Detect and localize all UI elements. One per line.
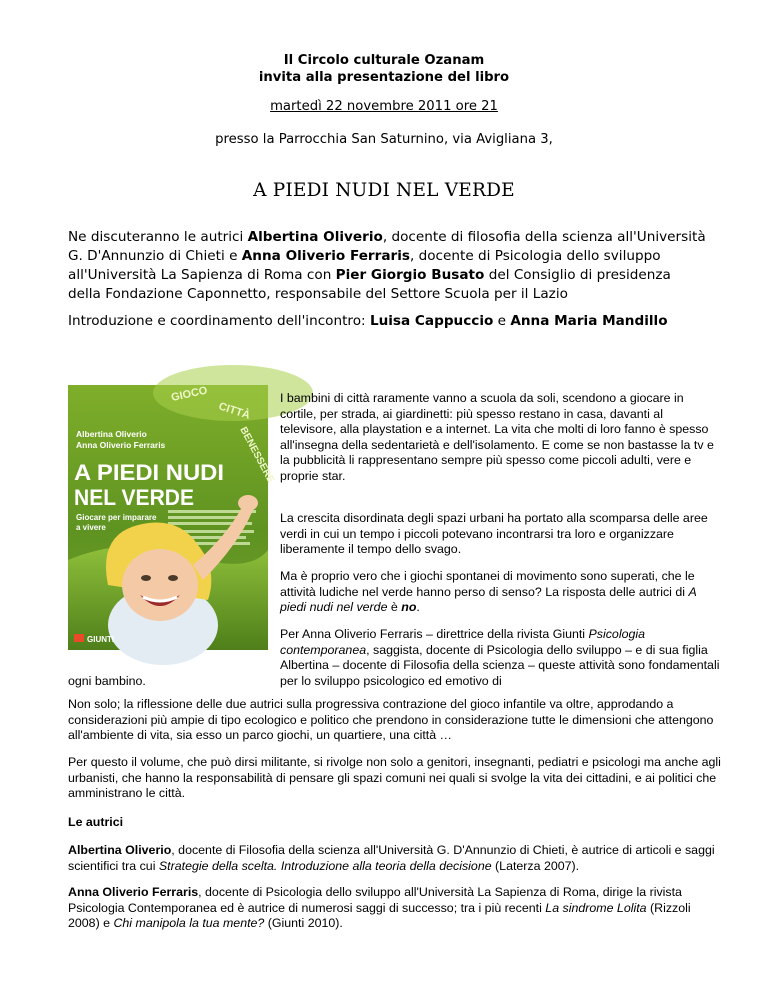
bio2-text-b: (Rizzoli 2008) e [68,900,691,930]
bio2-book-1: La sindrome Lolita [545,900,647,915]
event-venue: presso la Parrocchia San Saturnino, via Avigliana 3, [215,132,553,147]
invitation-line: invita alla presentazione del libro [258,70,510,85]
cover-subtitle-line-2: a vivere [76,523,106,532]
cover-author-1: Albertina Oliverio [76,429,147,439]
guest-speaker: Pier Giorgio Busato [335,267,485,283]
intro-paragraph [68,228,708,304]
p3-text-b: è [387,600,402,614]
coordinator-2: Anna Maria Mandillo [510,313,668,329]
intro-text-4: del Consiglio di presidenza della Fondazione Caponnetto, responsabile del Settore Scuola per il Lazio [68,267,671,302]
paragraph-children: I bambini di città raramente vanno a scuola da soli, scendono a giocare in cortile, per strada, ai giardinetti: più spesso restano in casa, davanti al televisore, alla playstation e a internet. La vita che molti di loro fanno è spesso all'insegna della sedentarietà e dell'isolamento. E come se non bastasse la tv e la pubblicità li rappresentano sempre più spesso come piccoli adulti, vere e proprie star. [280,391,714,483]
bio1-book: Strategie della scelta. Introduzione alla teoria della decisione [158,858,492,873]
author-2: Anna Oliverio Ferraris [241,248,410,264]
coordination-line [68,312,728,331]
coordination-text-2: e [493,313,511,329]
paragraph-reflection: Non solo; la riflessione delle due autrici sulla progressiva contrazione del gioco infantile va oltre, approdando a considerazioni più ampie di tipo ecologico e politico che prendono in considerazione tutte le dimensioni che attengono all'ambiente di vita, sia esso un parco giochi, un quartiere, una città … [68,697,714,742]
bio2-name: Anna Oliverio Ferraris [68,885,199,899]
p4-text-b: , saggista, docente di Psicologia dello sviluppo – e di sua figlia Albertina – docente di Filosofia della scienza – queste attività sono fondamentali per lo sviluppo psicologico ed emotivo di [280,642,720,688]
cover-title-line-2: NEL VERDE [74,485,194,510]
p3-text-a: Ma è proprio vero che i giochi spontanei di movimento sono superati, che le attività ludiche nel verde hanno perso di senso? La risposta delle autrici di [280,569,695,599]
coordinator-1: Luisa Cappuccio [369,313,494,329]
cover-publisher: GIUNTI [87,635,115,644]
p3-book-title: A piedi nudi nel verde [280,584,697,614]
p4-text-a: Per Anna Oliverio Ferraris – direttrice della rivista Giunti [280,627,589,641]
paragraph-question [280,569,720,616]
paragraph-audience: Per questo il volume, che può dirsi militante, si rivolge non solo a genitori, insegnanti, pediatri e psicologi ma anche agli urbanisti, che hanno la responsabilità di pensare gli spazi comuni nei quali si svolge la vita dei cittadini, e ai politici che amministrano le città. [68,755,721,800]
bio1-name: Albertina Oliverio [68,843,172,857]
p3-answer: no [401,600,417,614]
organizer-line: Il Circolo culturale Ozanam [283,53,485,68]
author-1: Albertina Oliverio [247,229,383,245]
bio-anna [68,885,723,932]
bio1-text-a: , docente di Filosofia della scienza all'Università G. D'Annunzio di Chieti, è autrice di articoli e saggi scientifici tra cui [68,843,715,873]
paragraph-ferraris-end: ogni bambino. [68,674,146,688]
bio-albertina [68,843,723,874]
bio2-book-2: Chi manipola la tua mente? [113,916,265,930]
p4-magazine: Psicologia contemporanea [280,627,645,657]
paragraph-urban-spaces: La crescita disordinata degli spazi urbani ha portato alla scomparsa delle aree verdi in cui un tempo i piccoli potevano incontrarsi tra loro e organizzare liberamente il tempo dello svago. [280,511,708,556]
cover-subtitle-line-1: Giocare per imparare [76,513,157,522]
bio1-text-b: (Laterza 2007). [491,858,580,873]
paragraph-ferraris [280,627,720,689]
bio2-text-c: (Giunti 2010). [264,916,343,930]
intro-text-1: Ne discuteranno le autrici [68,229,248,245]
authors-heading: Le autrici [68,815,124,829]
book-title: A PIEDI NUDI NEL VERDE [253,180,515,201]
bio2-text-a: , docente di Psicologia dello sviluppo all'Università La Sapienza di Roma, dirige la rivista Psicologia Contemporanea ed è autrice di numerosi saggi di successo; tra i più recenti [68,885,682,915]
p3-text-c: . [416,600,420,614]
coordination-text-1: Introduzione e coordinamento dell'incontro: [68,313,370,329]
cover-arc-word-3: BENESSERE [237,425,277,485]
book-cover-image [68,384,277,650]
cover-arc-word-2: CITTÀ [217,400,252,422]
intro-text-3: , docente di Psicologia dello sviluppo all'Università La Sapienza di Roma con [68,248,661,283]
cover-author-2: Anna Oliverio Ferraris [76,440,166,450]
cover-title-line-1: A PIEDI NUDI [74,460,224,485]
event-date: martedì 22 novembre 2011 ore 21 [270,99,498,114]
intro-text-2: , docente di filosofia della scienza all'Università G. D'Annunzio di Chieti e [68,229,706,264]
cover-arc-word-1: GIOCO [170,384,209,404]
